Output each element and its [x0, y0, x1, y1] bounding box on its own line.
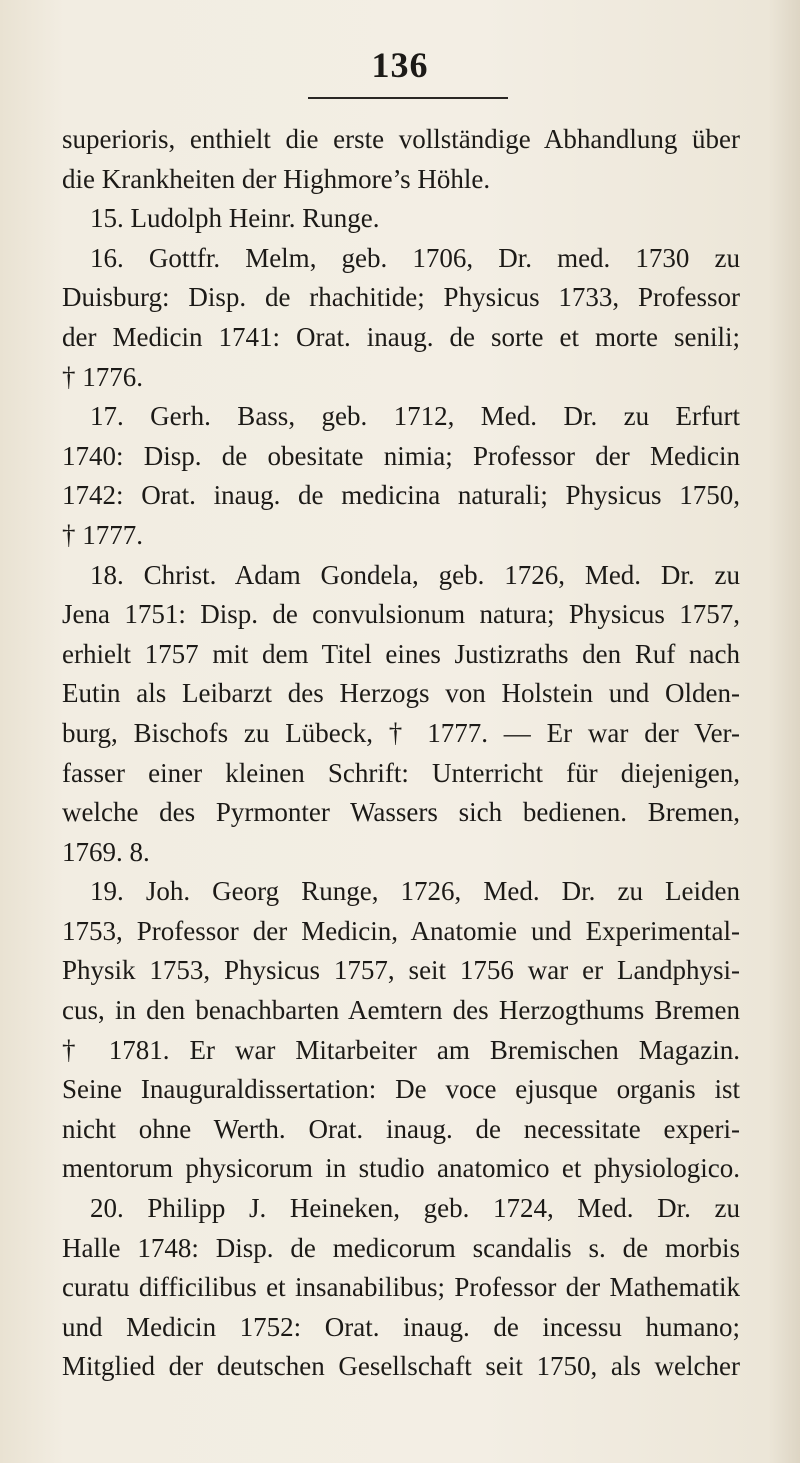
- text-line: 1740: Disp. de obesitate nimia; Professor der Medicin: [62, 440, 740, 471]
- text-line: † 1776.: [62, 361, 143, 392]
- text-line: mentorum physicorum in studio anatomico et physiologico.: [62, 1153, 740, 1184]
- text-line: der Medicin 1741: Orat. inaug. de sorte et morte senili;: [62, 321, 740, 352]
- header-rule: [308, 97, 508, 99]
- text-line: Mitglied der deutschen Gesellschaft seit 1750, als welcher: [62, 1351, 740, 1382]
- text-line: Physik 1753, Physicus 1757, seit 1756 war er Landphysi-: [62, 955, 740, 986]
- text-line: † 1781. Er war Mitarbeiter am Bremischen Magazin.: [62, 1034, 740, 1065]
- text-line: † 1777.: [62, 519, 143, 550]
- text-line: 1753, Professor der Medicin, Anatomie und Experimental-: [62, 915, 740, 946]
- body-text: [62, 120, 740, 1387]
- text-line: die Krankheiten der Highmore’s Höhle.: [62, 163, 491, 194]
- entry-20-heading: 20. Philipp J. Heineken, geb. 1724, Med. Dr. zu: [90, 1193, 740, 1224]
- text-line: Seine Inauguraldissertation: De voce ejusque organis ist: [62, 1074, 740, 1105]
- text-line: superioris, enthielt die erste vollständige Abhandlung über: [62, 124, 740, 154]
- entry-19-heading: 19. Joh. Georg Runge, 1726, Med. Dr. zu Leiden: [90, 876, 740, 907]
- entry-15-heading: 15. Ludolph Heinr. Runge.: [90, 203, 380, 234]
- text-line: Halle 1748: Disp. de medicorum scandalis s. de morbis: [62, 1232, 740, 1263]
- text-line: welche des Pyrmonter Wassers sich bedienen. Bremen,: [62, 797, 740, 828]
- text-line: und Medicin 1752: Orat. inaug. de incessu humano;: [62, 1311, 740, 1342]
- entry-16-heading: 16. Gottfr. Melm, geb. 1706, Dr. med. 1730 zu: [90, 242, 740, 273]
- text-line: erhielt 1757 mit dem Titel eines Justizraths den Ruf nach: [62, 638, 740, 669]
- text-line: cus, in den benachbarten Aemtern des Herzogthums Bremen: [62, 995, 740, 1026]
- text-line: curatu difficilibus et insanabilibus; Professor der Mathematik: [62, 1272, 740, 1303]
- text-line: Eutin als Leibarzt des Herzogs von Holstein und Olden-: [62, 678, 740, 709]
- text-line: burg, Bischofs zu Lübeck, † 1777. — Er war der Ver-: [62, 717, 740, 748]
- page-number: 136: [371, 45, 429, 85]
- text-line: 1769. 8.: [62, 836, 150, 867]
- text-line: fasser einer kleinen Schrift: Unterricht für diejenigen,: [62, 757, 740, 788]
- entry-18-heading: 18. Christ. Adam Gondela, geb. 1726, Med. Dr. zu: [90, 559, 740, 590]
- entry-17-heading: 17. Gerh. Bass, geb. 1712, Med. Dr. zu Erfurt: [90, 401, 740, 432]
- text-line: nicht ohne Werth. Orat. inaug. de necessitate experi-: [62, 1113, 740, 1144]
- text-line: Jena 1751: Disp. de convulsionum natura; Physicus 1757,: [62, 599, 740, 630]
- text-line: 1742: Orat. inaug. de medicina naturali; Physicus 1750,: [62, 480, 740, 511]
- text-line: Duisburg: Disp. de rhachitide; Physicus 1733, Professor: [62, 282, 740, 313]
